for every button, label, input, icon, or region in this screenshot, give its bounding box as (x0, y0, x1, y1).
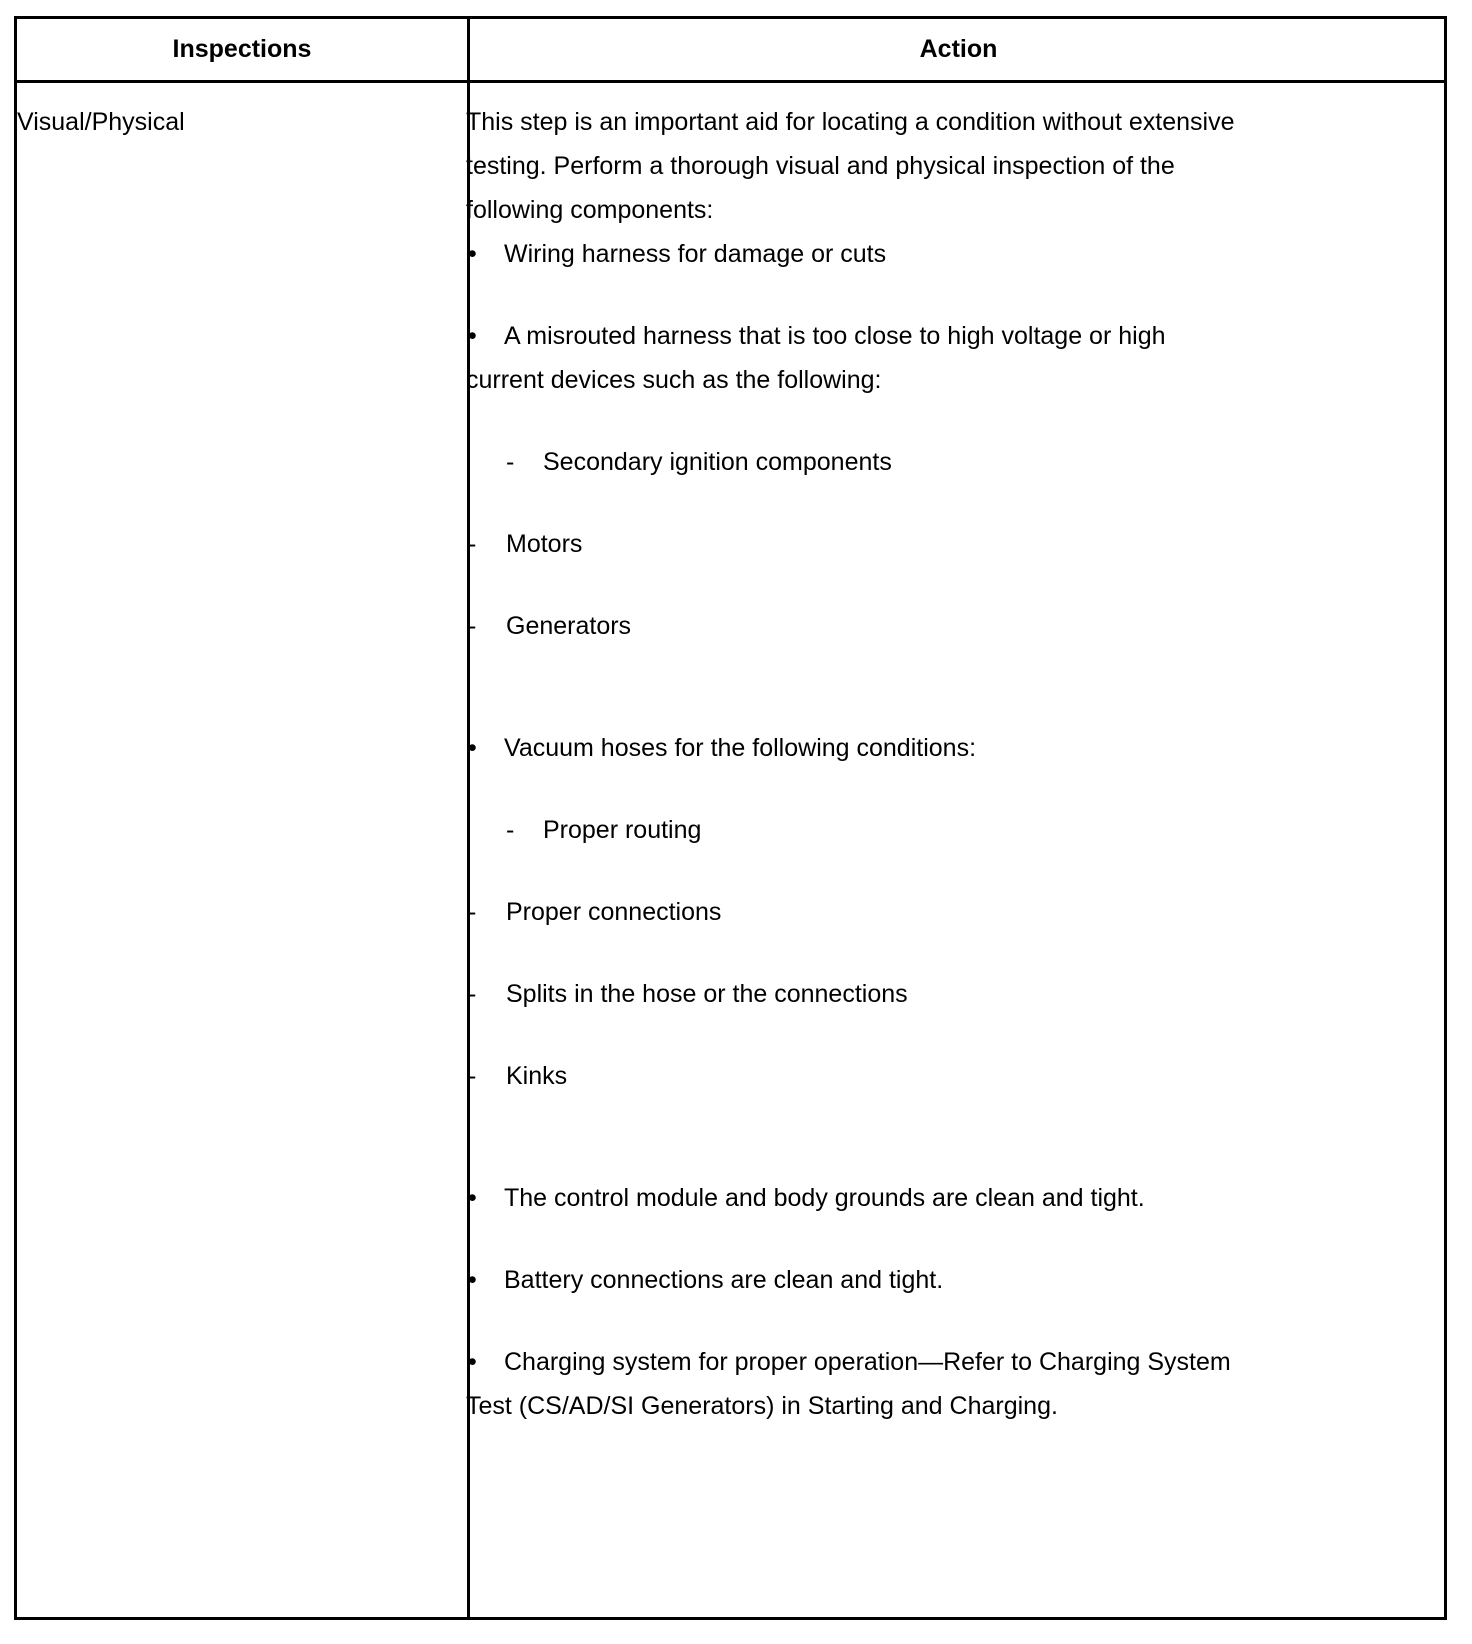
dash-marker: - (468, 530, 477, 558)
bullet-item-charging-continued: Test (CS/AD/SI Generators) in Starting and Charging. (466, 1392, 1058, 1420)
dash-item-secondary-ignition: - Secondary ignition components (466, 440, 1346, 484)
header-action: Action (919, 35, 998, 63)
bullet-item-charging: • Charging system for proper operation—Refer to Charging System (466, 1340, 1346, 1384)
dash-item-proper-connections: - Proper connections (466, 890, 1346, 934)
dash-marker: - (506, 448, 515, 476)
bullet-marker: • (468, 322, 477, 350)
dash-item-motors: - Motors (466, 522, 1346, 566)
bullet-item-misrouted: • A misrouted harness that is too close to high voltage or high (466, 314, 1346, 358)
bullet-marker: • (468, 734, 477, 762)
bullet-item-grounds: • The control module and body grounds are clean and tight. (466, 1176, 1346, 1220)
header-inspections: Inspections (172, 35, 312, 63)
intro-line: testing. Perform a thorough visual and physical inspection of the (466, 152, 1175, 180)
bullet-item-battery: • Battery connections are clean and tight. (466, 1258, 1346, 1302)
dash-item-splits: - Splits in the hose or the connections (466, 972, 1346, 1016)
dash-item-kinks: - Kinks (466, 1054, 1346, 1098)
header-rule (17, 80, 1444, 83)
action-cell (466, 100, 1346, 1428)
intro-line: following components: (466, 196, 714, 224)
inspection-visual-physical: Visual/Physical (17, 108, 185, 136)
bullet-item-vacuum-hoses: • Vacuum hoses for the following conditions: (466, 726, 1346, 770)
bullet-item-wiring: • Wiring harness for damage or cuts (466, 232, 1346, 276)
bullet-marker: • (468, 1348, 477, 1376)
dash-marker: - (468, 898, 477, 926)
bullet-marker: • (468, 240, 477, 268)
dash-item-generators: - Generators (466, 604, 1346, 648)
bullet-marker: • (468, 1266, 477, 1294)
bullet-item-misrouted-continued: current devices such as the following: (466, 366, 882, 394)
dash-marker: - (506, 816, 515, 844)
dash-item-proper-routing: - Proper routing (466, 808, 1346, 852)
dash-marker: - (468, 980, 477, 1008)
dash-marker: - (468, 1062, 477, 1090)
intro-line: This step is an important aid for locating a condition without extensive (466, 108, 1235, 136)
bullet-marker: • (468, 1184, 477, 1212)
dash-marker: - (468, 612, 477, 640)
